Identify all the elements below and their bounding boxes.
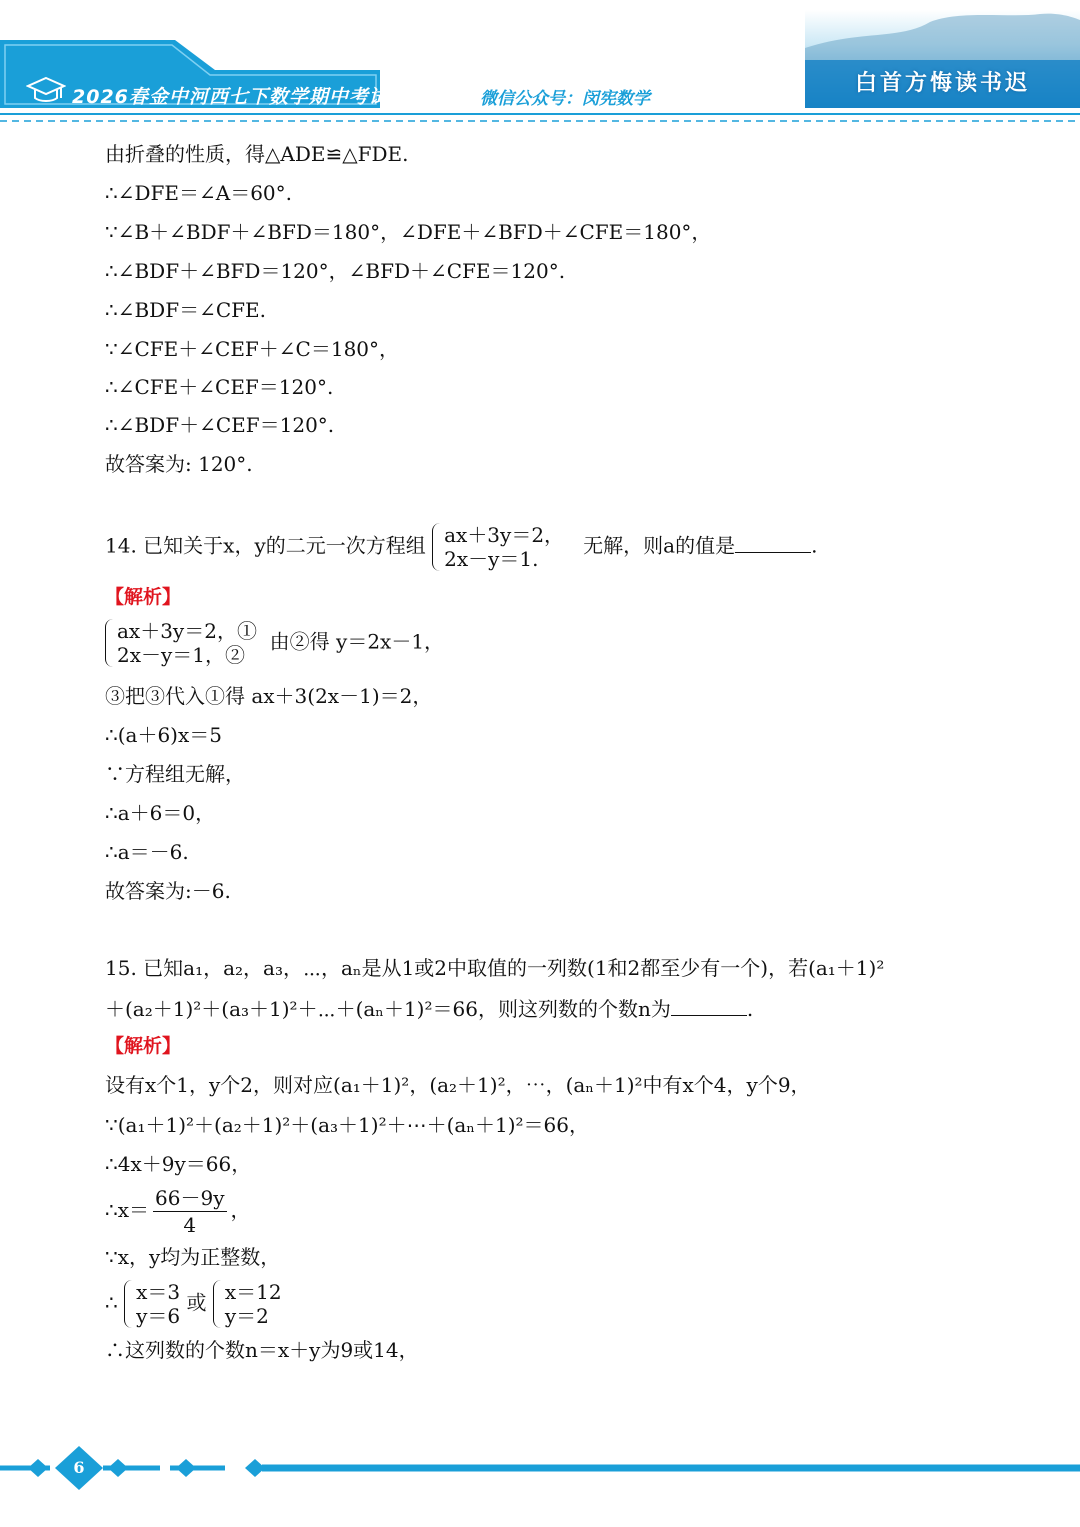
q14-jiexi-label: 【解析】 — [105, 586, 182, 608]
q13-step: ∴∠CFE＋∠CEF＝120°. — [105, 375, 334, 399]
q15-step: 设有x个1，y个2，则对应(a₁＋1)²，(a₂＋1)²，⋯，(aₙ＋1)²中有x个4，y个9， — [105, 1073, 811, 1097]
q13-step: ∵∠CFE＋∠CEF＋∠C＝180°， — [105, 337, 400, 361]
fraction-denominator: 4 — [183, 1213, 197, 1237]
q14-step: ∴a＋6＝0， — [105, 801, 216, 825]
q15-stem-line2 — [105, 995, 753, 1021]
q15-case2 — [213, 1280, 282, 1328]
q14-equation-system — [432, 523, 564, 571]
q15-case1 — [124, 1280, 180, 1328]
q14-stem-suffix: 无解，则a的值是 — [583, 533, 736, 558]
wechat-account: 微信公众号：闵宪数学 — [480, 89, 650, 109]
case2-x: x＝12 — [224, 1280, 282, 1304]
q15-stem-line1: 15. 已知a₁，a₂，a₃，⋯，aₙ是从1或2中取值的一列数(1和2都至少有一个)，若(a₁＋1)² — [105, 956, 885, 980]
fraction-numerator: 66－9y — [155, 1186, 225, 1210]
q14-stem — [105, 523, 817, 571]
q14-answer: 故答案为:－6. — [105, 879, 231, 903]
q15-stem-text: ＋(a₂＋1)²＋(a₃＋1)²＋⋯＋(aₙ＋1)²＝66，则这列数的个数n为 — [105, 997, 671, 1021]
q15-fraction — [153, 1185, 226, 1238]
q14-step: ∵方程组无解， — [105, 762, 245, 786]
q15-frac-suffix: ， — [230, 1198, 251, 1222]
q13-step: ∴∠BDF＋∠BFD＝120°，∠BFD＋∠CFE＝120°. — [105, 259, 566, 283]
q15-case-or: 或 — [186, 1290, 207, 1315]
q14-solution-system — [105, 619, 444, 667]
case1-x: x＝3 — [136, 1280, 181, 1304]
q14-sys-brace — [105, 619, 257, 667]
q14-step: ∴a＝－6. — [105, 840, 189, 864]
q15-step: ∵(a₁＋1)²＋(a₂＋1)²＋(a₃＋1)²＋⋯＋(aₙ＋1)²＝66， — [105, 1113, 589, 1137]
q15-fraction-line — [105, 1185, 251, 1238]
q15-step: ∴4x＋9y＝66， — [105, 1152, 252, 1176]
case2-y: y＝2 — [224, 1304, 269, 1328]
q14-end: . — [811, 533, 818, 558]
q14-eq2: 2x－y＝1. — [444, 547, 539, 571]
q15-cases — [105, 1280, 282, 1328]
q13-step: 由折叠的性质，得△ADE≌△FDE. — [105, 142, 409, 166]
footer-decoration — [0, 1440, 1080, 1500]
q14-sys-after: 由②得 y＝2x－1， — [269, 629, 445, 654]
q14-stem-prefix: 14. 已知关于x，y的二元一次方程组 — [105, 533, 426, 558]
q15-case-prefix: ∴ — [105, 1290, 118, 1315]
graduation-cap-icon — [26, 76, 66, 104]
case1-y: y＝6 — [136, 1304, 181, 1328]
answer-blank — [671, 995, 747, 1016]
q14-sys-eq2: 2x－y＝1，② — [117, 643, 246, 667]
q13-step: ∴∠BDF＋∠CEF＝120°. — [105, 413, 335, 437]
q13-step: ∵∠B＋∠BDF＋∠BFD＝180°，∠DFE＋∠BFD＋∠CFE＝180°， — [105, 220, 712, 244]
q13-step: ∴∠BDF＝∠CFE. — [105, 298, 266, 322]
q15-final: ∴这列数的个数n＝x＋y为9或14， — [105, 1338, 419, 1362]
q14-step: ③把③代入①得 ax＋3(2x－1)＝2， — [105, 684, 433, 708]
q14-eq1: ax＋3y＝2， — [444, 523, 565, 547]
q14-step: ∴(a＋6)x＝5 — [105, 723, 222, 747]
page-number: 6 — [73, 1458, 85, 1477]
answer-blank — [735, 532, 811, 553]
header-slogan: 白首方悔读书迟 — [855, 70, 1031, 96]
exam-title: 2026春金中河西七下数学期中考试 — [72, 86, 389, 108]
q15-end: . — [746, 997, 754, 1021]
page-header — [0, 0, 1080, 125]
q15-frac-prefix: ∴x＝ — [105, 1198, 150, 1222]
q13-answer: 故答案为: 120°. — [105, 452, 253, 476]
q15-jiexi-label: 【解析】 — [105, 1035, 182, 1057]
q13-step: ∴∠DFE＝∠A＝60°. — [105, 181, 293, 205]
q14-sys-eq1: ax＋3y＝2，① — [117, 619, 257, 643]
q15-step: ∵x，y均为正整数， — [105, 1245, 281, 1269]
